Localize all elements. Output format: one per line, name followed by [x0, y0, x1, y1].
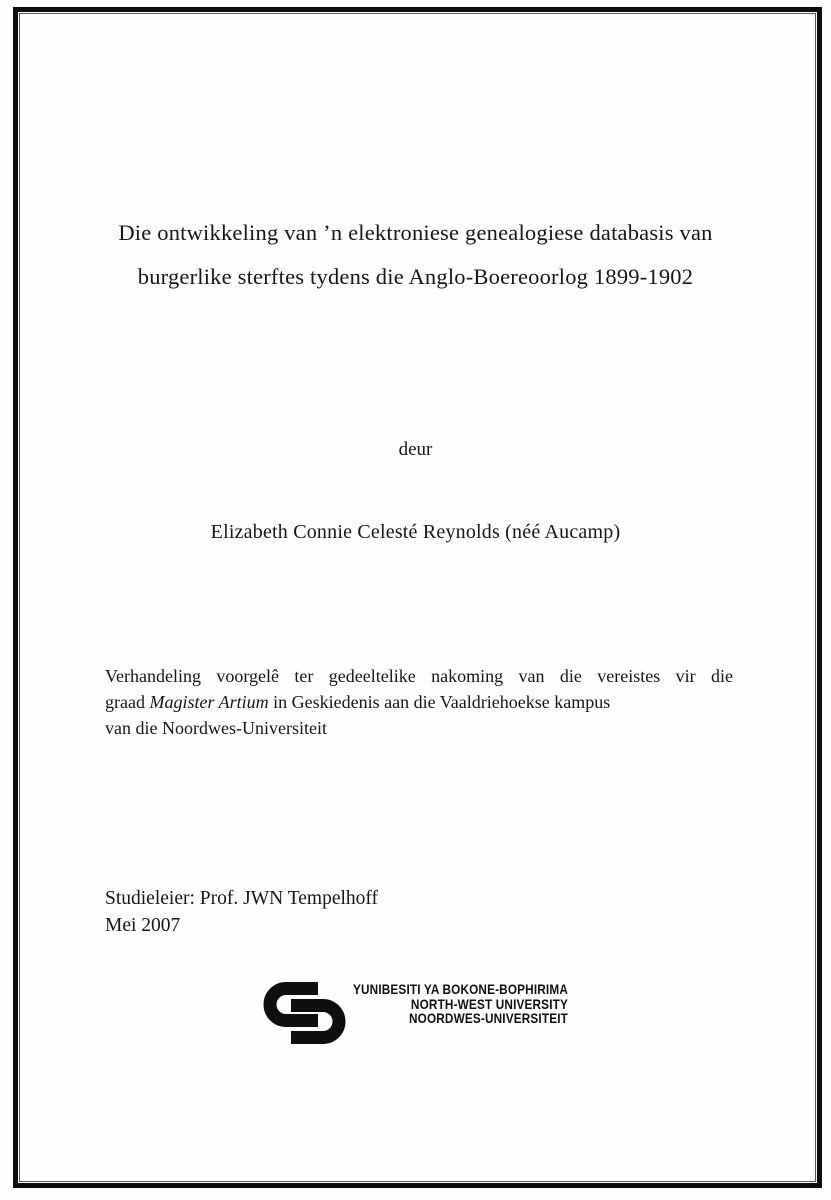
thesis-title-line-1: Die ontwikkeling van ’n elektroniese genealogiese databasis van: [118, 220, 713, 245]
degree-statement-line-3: van die Noordwes-Universiteit: [105, 718, 327, 738]
degree-statement: [105, 663, 733, 741]
university-name-afrikaans: NOORDWES-UNIVERSITEIT: [408, 1010, 568, 1027]
thesis-title: [40, 211, 791, 299]
degree-name-italic: Magister Artium: [149, 692, 269, 712]
date-line: Mei 2007: [105, 915, 181, 936]
university-name-english: NORTH-WEST UNIVERSITY: [410, 995, 568, 1012]
author-name: Elizabeth Connie Celesté Reynolds (néé Aucamp): [210, 521, 621, 543]
university-name-setswana: YUNIBESITI YA BOKONE-BOPHIRIMA: [352, 981, 568, 997]
degree-statement-line-2-post: in Geskiedenis aan die Vaaldriehoekse kampus: [268, 692, 611, 712]
university-logo: [0, 976, 831, 1062]
thesis-title-line-2: burgerlike sterftes tydens die Anglo-Boereoorlog 1899-1902: [137, 264, 694, 289]
degree-statement-line-1: Verhandeling voorgelê ter gedeeltelike nakoming van die vereistes vir die: [105, 666, 733, 686]
degree-statement-line-2: [105, 689, 733, 715]
university-logo-text: [296, 982, 568, 1026]
degree-statement-line-2-pre: graad: [105, 692, 150, 712]
byline: deur: [398, 439, 433, 460]
supervisor-block: [105, 885, 378, 939]
supervisor-line: Studieleier: Prof. JWN Tempelhoff: [105, 888, 379, 909]
